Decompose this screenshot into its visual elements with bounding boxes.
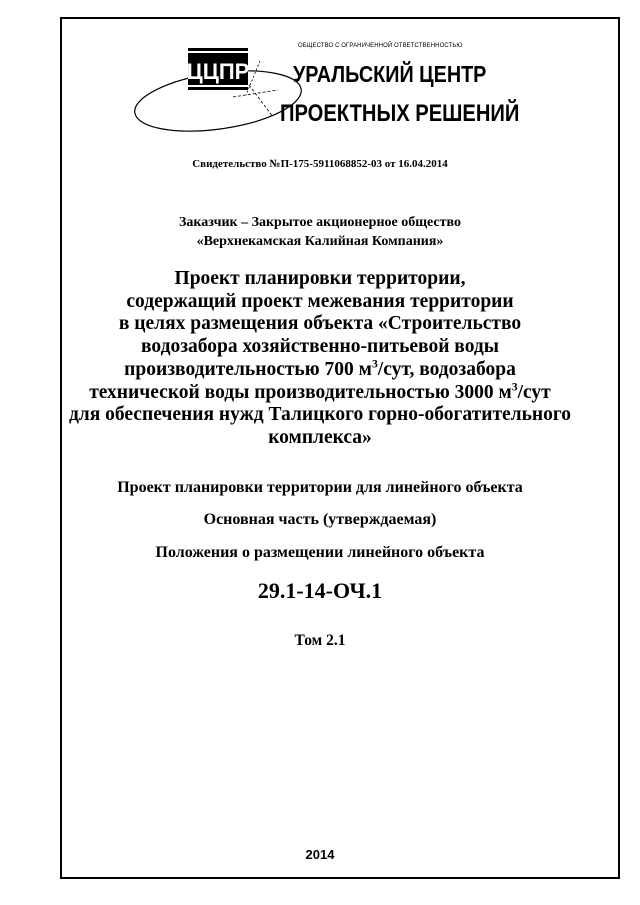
title-line5 <box>0 359 640 382</box>
title-line8: комплекса» <box>268 426 372 448</box>
customer-line1: Заказчик – Закрытое акционерное общество <box>178 215 461 230</box>
title-line6 <box>0 382 640 405</box>
document-code: 29.1-14-ОЧ.1 <box>257 578 383 603</box>
title-line5-suffix: /сут, водозабора <box>377 358 516 380</box>
logo-abbreviation: ЦЦПР <box>186 59 250 84</box>
subtitle-main-part: Основная часть (утверждаемая) <box>203 511 437 528</box>
title-line6-suffix: /сут <box>517 381 551 403</box>
subtitle-provisions: Положения о размещении линейного объекта <box>155 544 485 561</box>
title-line2: содержащий проект межевания территории <box>126 290 514 312</box>
document-title <box>0 268 640 450</box>
volume-number: Том 2.1 <box>294 632 346 649</box>
logo-emblem-icon <box>128 43 498 143</box>
subtitle-linear-object: Проект планировки территории для линейного объекта <box>117 479 523 496</box>
company-logo <box>128 43 520 143</box>
title-line5-superscript: 3 <box>371 357 378 371</box>
customer-line2: «Верхнекамская Калийная Компания» <box>196 234 444 249</box>
title-line6-superscript: 3 <box>511 380 518 394</box>
title-line1: Проект планировки территории, <box>174 268 466 289</box>
logo-name-line1: УРАЛЬСКИЙ ЦЕНТР <box>293 61 487 87</box>
title-line4: водозабора хозяйственно-питьевой воды <box>141 336 499 358</box>
logo-name-line2: ПРОЕКТНЫХ РЕШЕНИЙ <box>280 100 520 127</box>
document-year: 2014 <box>305 847 335 862</box>
logo-legal-form: ОБЩЕСТВО С ОГРАНИЧЕННОЙ ОТВЕТСТВЕННОСТЬЮ <box>298 43 463 49</box>
title-line3: в целях размещения объекта «Строительство <box>118 313 522 335</box>
title-line7: для обеспечения нужд Талицкого горно-обогатительного <box>68 404 572 426</box>
customer-block <box>0 213 640 251</box>
certificate-text: Свидетельство №П-175-5911068852-03 от 16.04.2014 <box>192 158 448 170</box>
title-line6-text: технической воды производительностью 3000 м <box>89 381 512 403</box>
title-line5-text: производительностью 700 м <box>124 358 372 380</box>
